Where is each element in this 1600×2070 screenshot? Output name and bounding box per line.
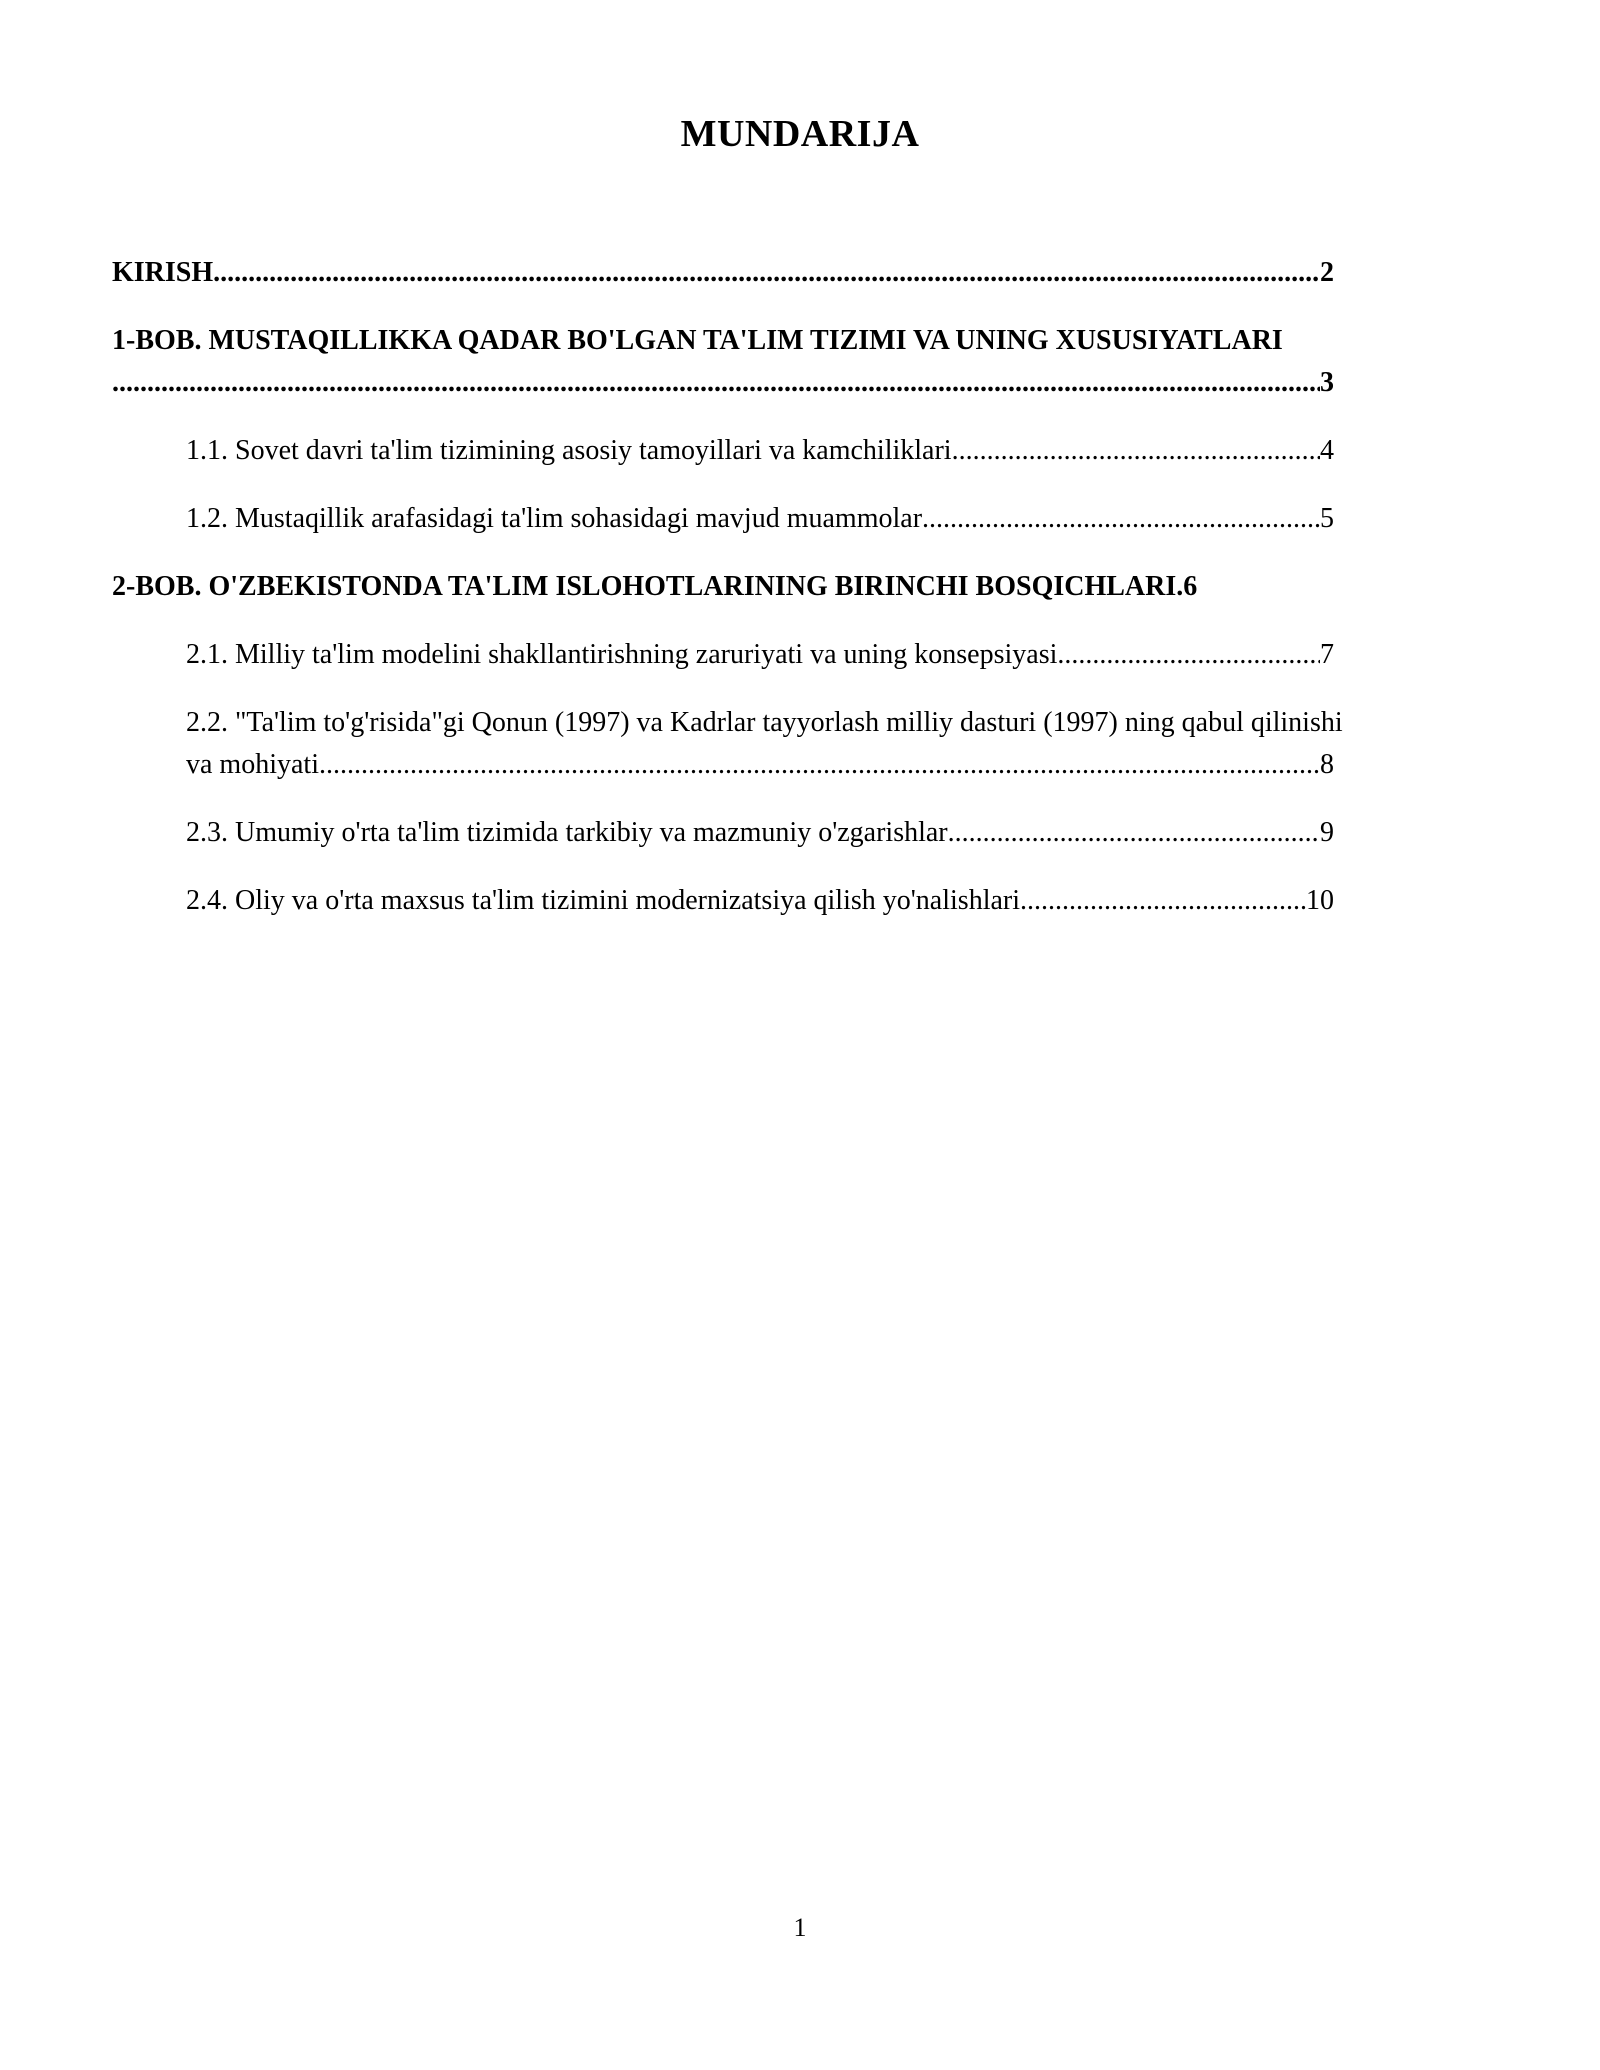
toc-page-number: 2 [1320,257,1334,288]
toc-page-number: 5 [1320,503,1334,534]
toc-entry-section-2-1[interactable] [112,634,1492,676]
toc-dot-leader [1020,880,1306,922]
toc-page-number: 6 [1183,571,1198,602]
toc-page-number: 4 [1320,435,1334,466]
toc-entry-label: 2-BOB. O'ZBEKISTONDA TA'LIM ISLOHOTLARINING BIRINCHI BOSQICHLARI. [112,571,1184,602]
toc-page-number: 9 [1320,817,1334,848]
toc-entry-label: 2.2. "Ta'lim to'g'risida"gi Qonun (1997) va Kadrlar tayyorlash milliy dasturi (1997) ning qabul qilinishi [186,707,1343,738]
page-number-footer: 1 [793,1913,807,1942]
toc-entry-label: 1-BOB. MUSTAQILLIKKA QADAR BO'LGAN TA'LIM TIZIMI VA UNING XUSUSIYATLARI [112,325,1283,356]
toc-page-number: 10 [1306,885,1334,916]
toc-dot-leader [1057,634,1320,676]
toc-entry-section-2-3[interactable] [112,812,1492,854]
toc-entry-kirish[interactable] [112,252,1492,294]
toc-dot-leader [213,252,1320,294]
toc-entry-chapter-2[interactable] [112,566,1492,608]
toc-entry-section-1-1[interactable] [112,430,1492,472]
toc-entry-section-1-2[interactable] [112,498,1492,540]
toc-page-number: 7 [1320,639,1334,670]
toc-dot-leader [952,430,1320,472]
toc-page-number: 3 [1320,367,1334,398]
toc-entry-label: 2.1. Milliy ta'lim modelini shakllantirishning zaruriyati va uning konsepsiyasi [186,639,1058,670]
toc-dot-leader [922,498,1320,540]
toc-entry-label: 1.2. Mustaqillik arafasidagi ta'lim sohasidagi mavjud muammolar [186,503,923,534]
toc-entry-label: 2.4. Oliy va o'rta maxsus ta'lim tizimini modernizatsiya qilish yo'nalishlari [186,885,1020,916]
toc-entry-chapter-1[interactable] [112,320,1492,404]
toc-dot-leader [112,362,1320,404]
toc-entry-section-2-2[interactable] [112,702,1492,786]
toc-entry-label: 1.1. Sovet davri ta'lim tizimining asosiy tamoyillari va kamchiliklari [186,435,952,466]
toc-entry-label-continued: va mohiyati [186,749,319,780]
toc-entry-section-2-4[interactable] [112,880,1492,922]
toc-entry-label: 2.3. Umumiy o'rta ta'lim tizimida tarkibiy va mazmuniy o'zgarishlar [186,817,948,848]
toc-dot-leader [319,744,1320,786]
toc-entry-label: KIRISH [112,257,214,288]
table-of-contents [112,252,1492,948]
page-title: MUNDARIJA [680,113,920,155]
toc-page-number: 8 [1320,749,1334,780]
toc-dot-leader [948,812,1320,854]
